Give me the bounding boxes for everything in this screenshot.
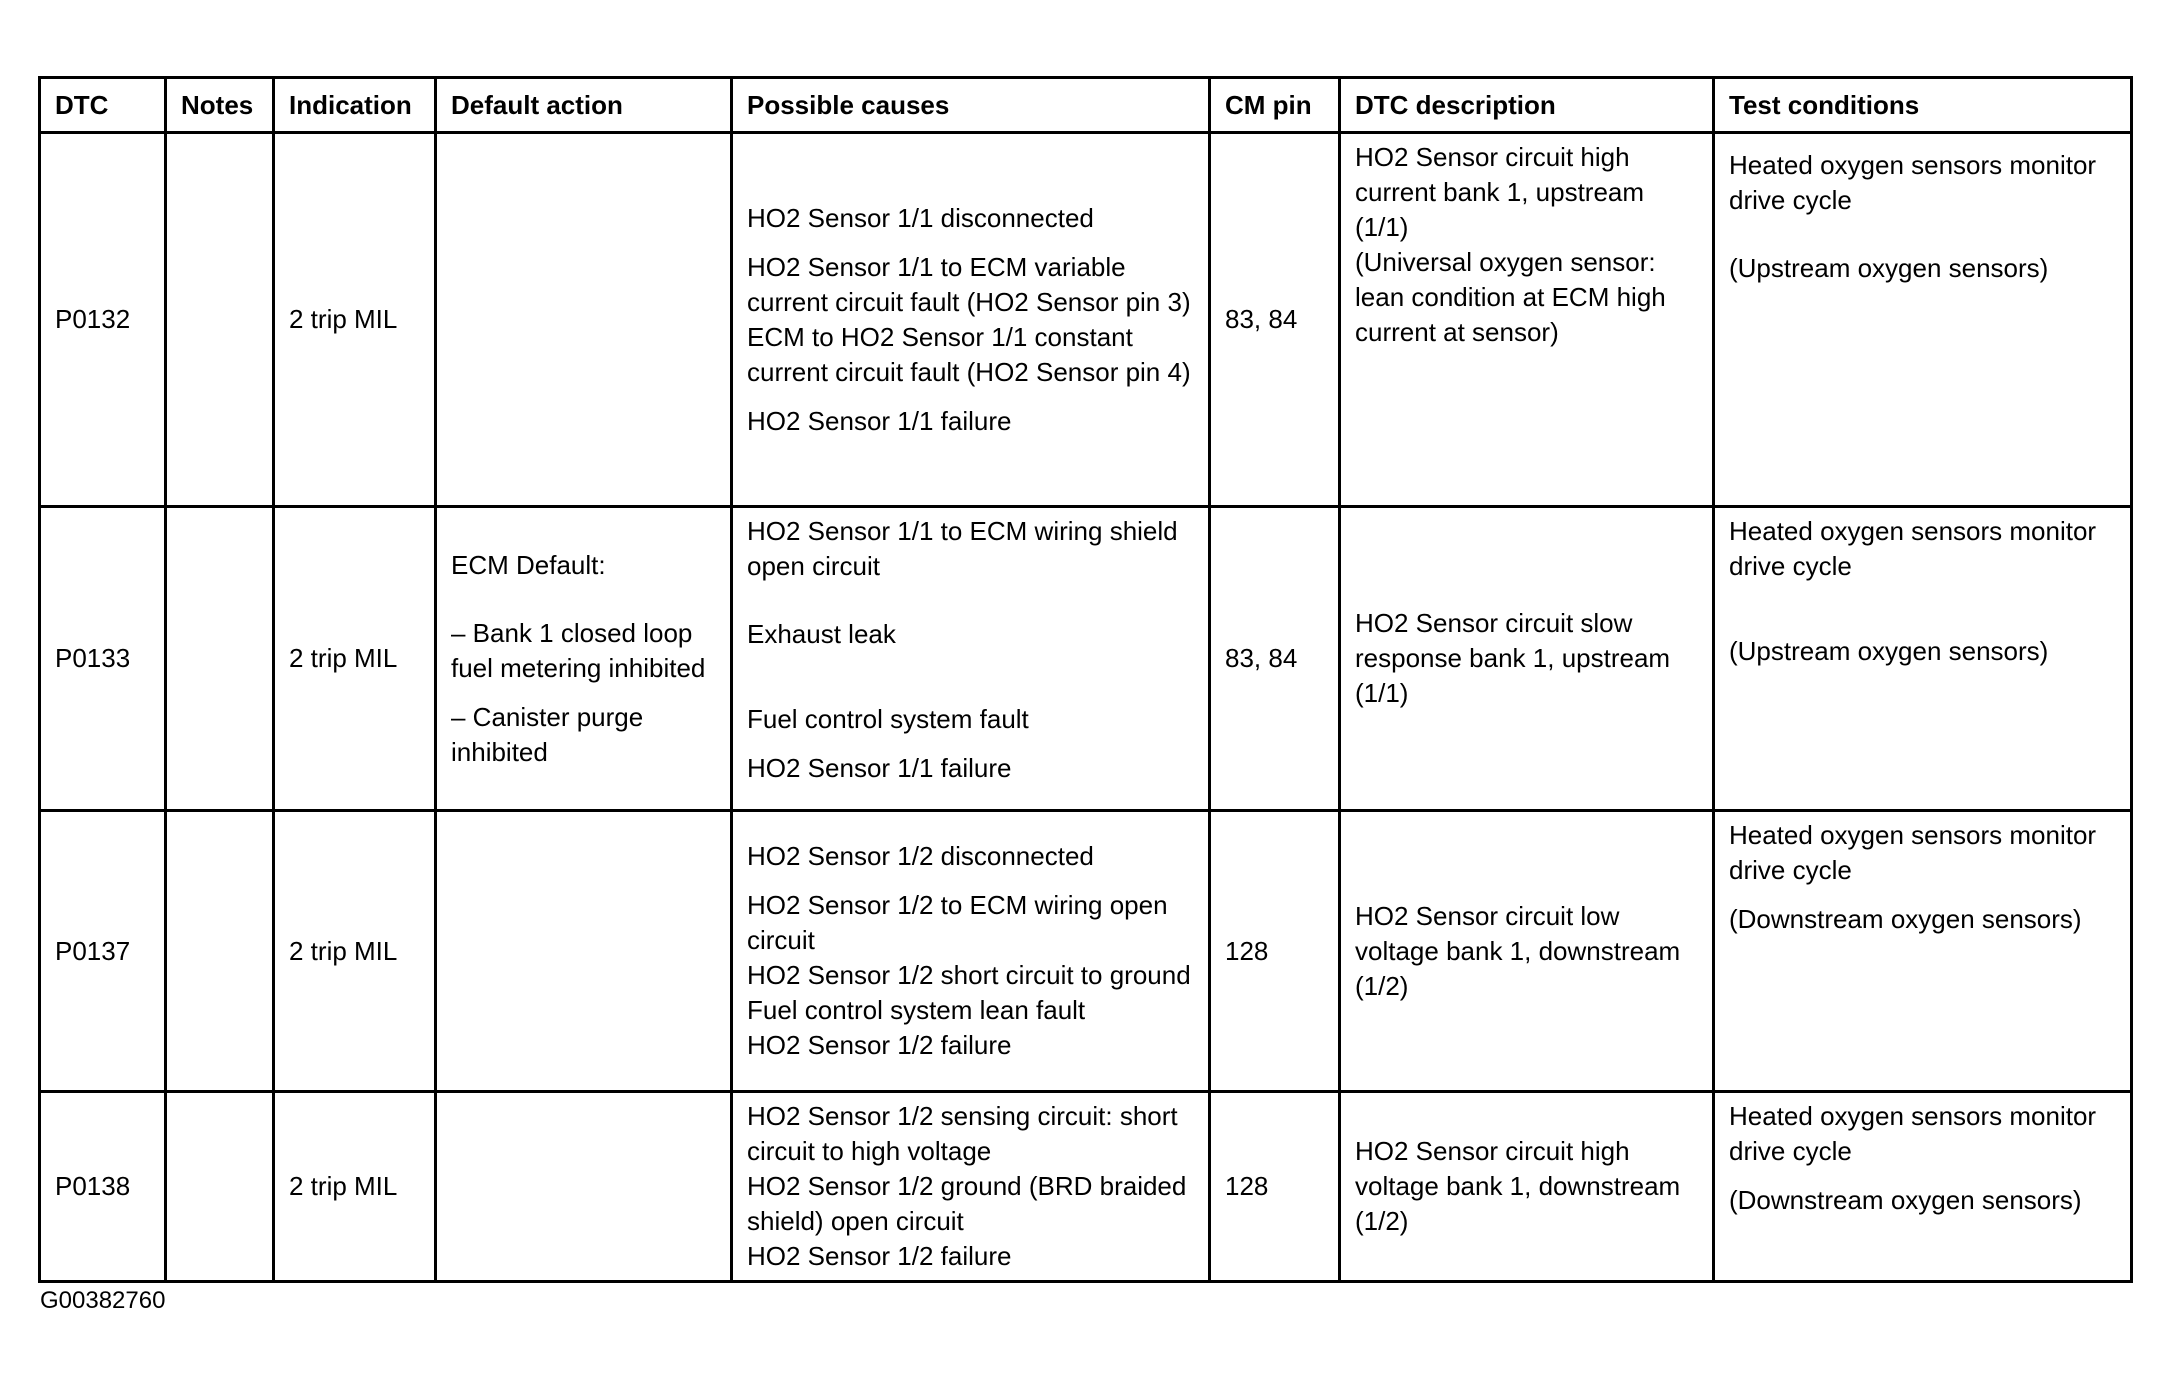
notes-cell [166,133,274,507]
cause-item: ECM to HO2 Sensor 1/1 constant current circuit fault (HO2 Sensor pin 4) [747,321,1191,387]
header-cm-pin: CM pin [1210,78,1340,133]
dtc-description-cell [1340,811,1714,1092]
dtc-description-cell [1340,1092,1714,1282]
default-action-line: ECM Default: [451,549,606,580]
notes-cell [166,507,274,811]
possible-causes-cell [732,811,1210,1092]
cm-pin-cell: 128 [1210,811,1340,1092]
possible-causes-cell [732,1092,1210,1282]
default-action-cell [436,133,732,507]
notes-cell [166,811,274,1092]
description-line: HO2 Sensor circuit low voltage bank 1, downstream (1/2) [1355,900,1681,1001]
description-line: HO2 Sensor circuit high voltage bank 1, downstream (1/2) [1355,1136,1681,1236]
table-row [40,133,2132,507]
dtc-code-cell: P0133 [40,507,166,811]
test-condition-line: Heated oxygen sensors monitor drive cycle [1729,1101,2097,1166]
test-condition-line: (Upstream oxygen sensors) [1729,253,2049,283]
test-condition-line: (Upstream oxygen sensors) [1729,636,2049,666]
table-row [40,811,2132,1092]
header-test-conditions: Test conditions [1714,78,2132,133]
test-condition-line: (Downstream oxygen sensors) [1729,904,2082,934]
cm-pin-cell: 83, 84 [1210,133,1340,507]
test-condition-line: Heated oxygen sensors monitor drive cycle [1729,150,2097,215]
default-action-line: – Bank 1 closed loop fuel metering inhibited [451,617,706,683]
cause-item: Fuel control system lean fault [747,995,1086,1025]
test-condition-line: Heated oxygen sensors monitor drive cycle [1729,820,2097,885]
notes-cell [166,1092,274,1282]
dtc-code-cell: P0132 [40,133,166,507]
indication-cell: 2 trip MIL [274,1092,436,1282]
table-row [40,507,2132,811]
default-action-cell [436,1092,732,1282]
possible-causes-cell [732,133,1210,507]
description-line: (Universal oxygen sensor: lean condition at ECM high current at sensor) [1355,247,1666,347]
cause-item: HO2 Sensor 1/2 sensing circuit: short circuit to high voltage [747,1101,1178,1166]
test-conditions-cell [1714,1092,2132,1282]
header-default-action: Default action [436,78,732,133]
table-row [40,1092,2132,1282]
header-dtc-description: DTC description [1340,78,1714,133]
cause-item: HO2 Sensor 1/2 disconnected [747,841,1094,871]
dtc-description-cell [1340,507,1714,811]
table-header-row [40,78,2132,133]
header-indication: Indication [274,78,436,133]
indication-cell: 2 trip MIL [274,811,436,1092]
cause-item: Fuel control system fault [747,704,1029,734]
cause-item: HO2 Sensor 1/2 short circuit to ground [747,960,1191,990]
figure-id: G00382760 [40,1287,166,1314]
cause-item: HO2 Sensor 1/1 failure [747,405,1012,436]
dtc-code-cell: P0137 [40,811,166,1092]
test-conditions-cell [1714,507,2132,811]
default-action-cell [436,507,732,811]
header-possible-causes: Possible causes [732,78,1210,133]
cause-item: HO2 Sensor 1/1 disconnected [747,202,1094,233]
description-line: HO2 Sensor circuit slow response bank 1, upstream (1/1) [1355,608,1671,708]
indication-cell: 2 trip MIL [274,507,436,811]
test-condition-line: (Downstream oxygen sensors) [1729,1185,2082,1215]
header-notes: Notes [166,78,274,133]
possible-causes-cell [732,507,1210,811]
default-action-line: – Canister purge inhibited [451,701,644,767]
cause-item: HO2 Sensor 1/2 failure [747,1241,1012,1271]
cause-item: HO2 Sensor 1/1 failure [747,753,1012,783]
dtc-description-cell [1340,133,1714,507]
default-action-cell [436,811,732,1092]
cause-item: HO2 Sensor 1/2 ground (BRD braided shield) open circuit [747,1171,1187,1236]
cause-item: HO2 Sensor 1/1 to ECM variable current circuit fault (HO2 Sensor pin 3) [747,251,1191,317]
cause-item: Exhaust leak [747,619,896,649]
cm-pin-cell: 83, 84 [1210,507,1340,811]
dtc-table [38,76,2133,1283]
description-line: HO2 Sensor circuit high current bank 1, upstream (1/1) [1355,142,1645,242]
indication-cell: 2 trip MIL [274,133,436,507]
dtc-code-cell: P0138 [40,1092,166,1282]
test-condition-line: Heated oxygen sensors monitor drive cycle [1729,516,2097,581]
header-dtc: DTC [40,78,166,133]
test-conditions-cell [1714,811,2132,1092]
cause-item: HO2 Sensor 1/2 failure [747,1030,1012,1060]
cause-item: HO2 Sensor 1/2 to ECM wiring open circuit [747,890,1168,955]
cause-item: HO2 Sensor 1/1 to ECM wiring shield open circuit [747,516,1178,581]
test-conditions-cell [1714,133,2132,507]
cm-pin-cell: 128 [1210,1092,1340,1282]
